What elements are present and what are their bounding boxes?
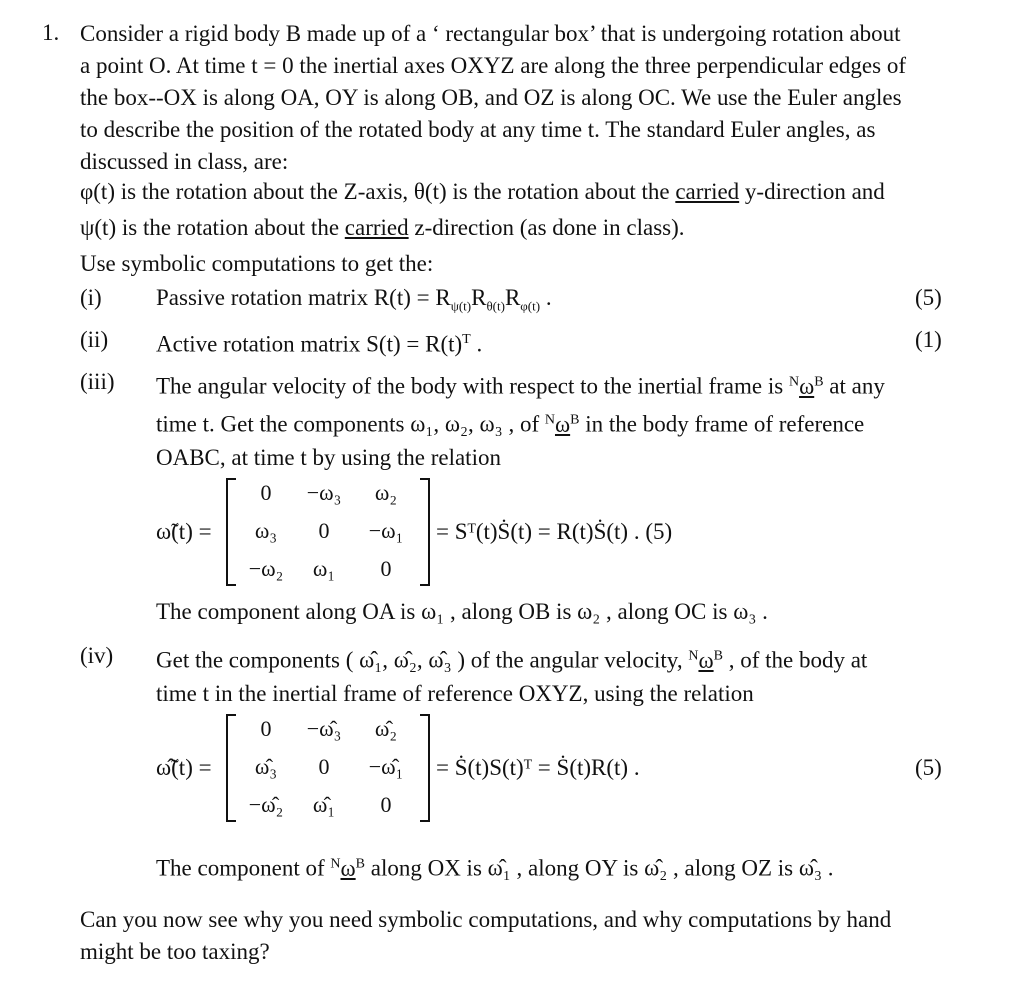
matrix-iv-cell: ω̂₃ [254,754,278,779]
matrix-iii-left-bracket [226,478,236,586]
item-ii-main: Active rotation matrix S(t) = R(t) [156,331,463,357]
item-iv-line-1-tail: , of the body at [722,647,868,673]
matrix-iv-right-bracket [420,714,430,822]
item-iv-after-start: The component of [156,855,331,881]
omega-sup: B [814,374,824,389]
matrix-iii-cell: ω₂ [374,480,398,505]
euler-line-1-end: y-direction and [739,179,885,204]
matrix-iv-rhs: = Ṡ(t)S(t)ᵀ = Ṡ(t)R(t) . [436,755,640,780]
item-i-label: (i) [80,285,102,310]
omega-nb-symbol [330,856,365,881]
omega-sup: B [713,648,723,663]
omega-nb-symbol [545,412,580,437]
matrix-iii-cell: 0 [380,556,392,581]
problem-number: 1. [42,20,60,45]
omega-sup: B [355,856,365,871]
item-ii-points: (1) [915,327,942,352]
item-iii-line-3: OABC, at time t by using the relation [156,445,501,470]
omega-base: ω [698,647,714,673]
omega-nb-symbol [789,374,824,399]
item-i-sub1: ψ(t) [450,298,472,314]
item-iv-label: (iv) [80,643,114,668]
carried-underlined: carried [344,215,409,240]
intro-line-1: Consider a rigid body B made up of a ‘ rectangular box’ that is undergoing rotation about [80,21,901,46]
omega-pre: N [330,856,341,871]
item-iii-line-1-tail: at any [823,373,885,399]
item-iv-line-1 [156,642,867,675]
item-iii-label: (iii) [80,369,115,394]
matrix-iii-rhs: = Sᵀ(t)Ṡ(t) = R(t)Ṡ(t) . (5) [436,519,673,544]
item-iv-after-end: along OX is ω̂₁ , along OY is ω̂₂ , along OZ is ω̂₃ . [364,855,834,881]
matrix-iii-cell: ω₃ [254,518,278,543]
omega-pre: N [688,648,699,663]
item-i-mid2: R [504,285,521,310]
matrix-iv-cell: −ω̂₃ [306,716,342,741]
omega-base: ω [340,855,356,881]
euler-line-1-start: φ(t) is the rotation about the Z-axis, θ(t) is the rotation about the [80,179,676,204]
item-iv-line-2: time t in the inertial frame of reference OXYZ, using the relation [156,681,754,706]
item-iv-line-1-text: Get the components ( ω̂₁, ω̂₂, ω̂₃ ) of the angular velocity, [156,647,689,673]
item-ii-text [156,326,482,359]
use-symbolic-line: Use symbolic computations to get the: [80,251,434,276]
item-ii-label: (ii) [80,327,109,352]
item-iii-line-2-tail: in the body frame of reference [579,411,865,437]
omega-nb-symbol [688,648,723,673]
item-iii-line-1-text: The angular velocity of the body with respect to the inertial frame is [156,373,789,399]
item-i-main: Passive rotation matrix R(t) = R [156,285,451,310]
euler-line-2-end: z-direction (as done in class). [408,215,685,240]
item-iii-line-2-text: time t. Get the components ω₁, ω₂, ω₃ , of [156,411,545,437]
intro-line-4: to describe the position of the rotated body at any time t. The standard Euler angles, as [80,117,876,142]
item-iii-line-2 [156,406,864,439]
intro-line-3: the box--OX is along OA, OY is along OB, and OZ is along OC. We use the Euler angles [80,85,902,110]
matrix-iv-cell: ω̂₁ [312,792,336,817]
closing-line-2: might be too taxing? [80,939,270,964]
euler-line-1 [80,178,885,206]
matrix-iv-cell: 0 [380,792,392,817]
matrix-iv-cell: 0 [260,716,272,741]
matrix-iv-cell: −ω̂₁ [368,754,404,779]
matrix-iii-cell: −ω₃ [306,480,342,505]
item-i-points: (5) [915,285,942,310]
intro-line-2: a point O. At time t = 0 the inertial axes OXYZ are along the three perpendicular edges of [80,53,907,78]
item-i-text [156,284,552,321]
item-ii-sup: T [462,332,471,347]
omega-pre: N [544,412,555,427]
matrix-iii-lhs: ω̃(t) = [156,519,212,544]
item-iv-points: (5) [915,755,942,780]
matrix-iv-lhs: ω̃̂(t) = [156,755,212,780]
matrix-iv-left-bracket [226,714,236,822]
matrix-iii-cell: ω₁ [312,556,336,581]
item-iii-line-1 [156,368,885,401]
matrix-iv-cell: 0 [318,754,330,779]
item-i-sub3: φ(t) [520,298,541,314]
matrix-iii-cell: −ω₁ [368,518,404,543]
item-i-sub2: θ(t) [486,298,505,314]
omega-sup: B [570,412,580,427]
item-i-mid1: R [471,285,487,310]
euler-line-2 [80,214,685,242]
item-iv-after [156,850,834,883]
omega-base: ω [554,411,571,437]
intro-line-5: discussed in class, are: [80,149,289,174]
matrix-iv-cell: ω̂₂ [374,716,398,741]
matrix-iv-cell: −ω̂₂ [248,792,284,817]
omega-pre: N [788,374,800,389]
item-iii-after: The component along OA is ω₁ , along OB is ω₂ , along OC is ω₃ . [156,599,768,624]
matrix-iii-cell: 0 [318,518,330,543]
carried-underlined: carried [675,179,740,204]
euler-line-2-start: ψ(t) is the rotation about the [80,215,345,240]
matrix-iii-right-bracket [420,478,430,586]
item-ii-tail: . [470,331,483,357]
omega-base: ω [799,373,815,399]
closing-line-1: Can you now see why you need symbolic computations, and why computations by hand [80,907,892,932]
matrix-iii-cell: −ω₂ [248,556,284,581]
matrix-iii-cell: 0 [260,480,272,505]
item-i-tail: . [540,285,552,310]
